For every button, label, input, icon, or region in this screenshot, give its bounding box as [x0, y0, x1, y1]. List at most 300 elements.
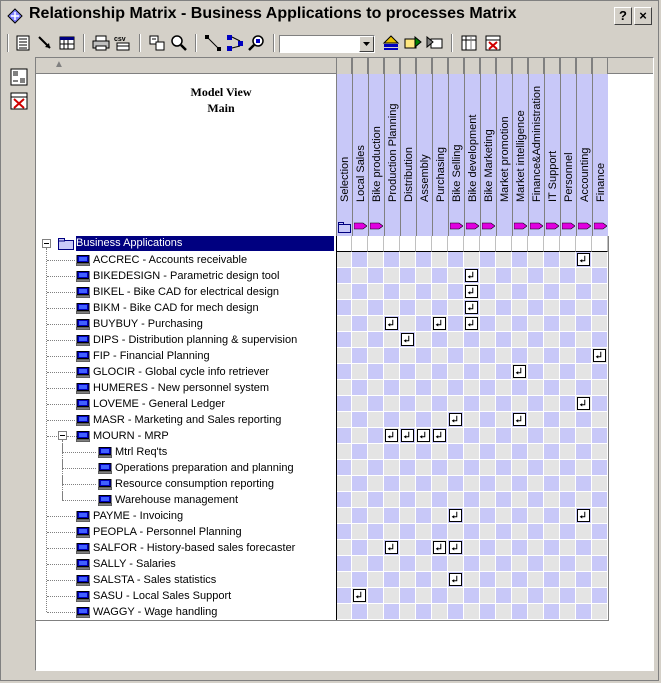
matrix-cell[interactable]	[528, 284, 544, 300]
matrix-cell[interactable]	[496, 572, 512, 588]
matrix-cell[interactable]	[416, 540, 432, 556]
matrix-cell[interactable]	[448, 396, 464, 412]
close-button[interactable]: ×	[634, 7, 652, 25]
matrix-cell[interactable]	[368, 332, 384, 348]
tree-row-label[interactable]: SALFOR - History-based sales forecaster	[93, 542, 296, 554]
matrix-cell[interactable]	[352, 236, 368, 252]
matrix-cell[interactable]	[416, 300, 432, 316]
matrix-cell[interactable]	[384, 412, 400, 428]
matrix-cell[interactable]	[512, 348, 528, 364]
tree-row-label[interactable]: SALLY - Salaries	[93, 558, 176, 570]
column-header[interactable]	[512, 74, 528, 236]
matrix-cell[interactable]	[544, 588, 560, 604]
relationship-check-icon[interactable]	[385, 541, 398, 554]
matrix-cell[interactable]	[480, 492, 496, 508]
import-icon[interactable]	[425, 33, 445, 53]
matrix-cell[interactable]	[464, 412, 480, 428]
matrix-cell[interactable]	[432, 380, 448, 396]
matrix-cell[interactable]	[480, 588, 496, 604]
matrix-cell[interactable]	[336, 364, 352, 380]
matrix-cell[interactable]	[432, 332, 448, 348]
matrix-cell[interactable]	[544, 236, 560, 252]
matrix-cell[interactable]	[576, 556, 592, 572]
matrix-cell[interactable]	[480, 524, 496, 540]
matrix-cell[interactable]	[336, 348, 352, 364]
matrix-cell[interactable]	[384, 396, 400, 412]
tree-row[interactable]	[36, 284, 336, 300]
matrix-cell[interactable]	[400, 460, 416, 476]
matrix-cell[interactable]	[592, 428, 608, 444]
print-icon[interactable]	[91, 33, 111, 53]
matrix-cell[interactable]	[512, 428, 528, 444]
matrix-cell[interactable]	[448, 588, 464, 604]
matrix-cell[interactable]	[368, 316, 384, 332]
matrix-cell[interactable]	[352, 508, 368, 524]
matrix-icon[interactable]	[459, 33, 479, 53]
matrix-cell[interactable]	[336, 268, 352, 284]
matrix-cell[interactable]	[512, 332, 528, 348]
matrix-cell[interactable]	[544, 604, 560, 620]
tree-row-label[interactable]: BIKEL - Bike CAD for electrical design	[93, 286, 280, 298]
matrix-cell[interactable]	[368, 476, 384, 492]
matrix-cell[interactable]	[480, 252, 496, 268]
tree-row[interactable]	[36, 588, 336, 604]
matrix-cell[interactable]	[336, 428, 352, 444]
matrix-cell[interactable]	[432, 476, 448, 492]
tree-row-label[interactable]: LOVEME - General Ledger	[93, 398, 226, 410]
relationship-check-icon[interactable]	[449, 573, 462, 586]
matrix-cell[interactable]	[416, 460, 432, 476]
matrix-cell[interactable]	[464, 524, 480, 540]
matrix-cell[interactable]	[464, 556, 480, 572]
matrix-cell[interactable]	[352, 540, 368, 556]
matrix-cell[interactable]	[400, 284, 416, 300]
matrix-cell[interactable]	[544, 460, 560, 476]
relationship-check-icon[interactable]	[449, 509, 462, 522]
matrix-cell[interactable]	[336, 396, 352, 412]
tree-row[interactable]	[36, 316, 336, 332]
matrix-cell[interactable]	[496, 300, 512, 316]
matrix-cell[interactable]	[416, 556, 432, 572]
level-icon[interactable]	[381, 33, 401, 53]
matrix-cell[interactable]	[560, 412, 576, 428]
column-header[interactable]	[336, 74, 352, 236]
matrix-cell[interactable]	[352, 396, 368, 412]
matrix-cell[interactable]	[400, 508, 416, 524]
matrix-cell[interactable]	[560, 540, 576, 556]
relationship-check-icon[interactable]	[401, 333, 414, 346]
matrix-cell[interactable]	[592, 396, 608, 412]
matrix-cell[interactable]	[496, 492, 512, 508]
matrix-cell[interactable]	[384, 380, 400, 396]
matrix-cell[interactable]	[400, 252, 416, 268]
matrix-cell[interactable]	[528, 428, 544, 444]
matrix-cell[interactable]	[528, 476, 544, 492]
matrix-cell[interactable]	[416, 332, 432, 348]
matrix-cell[interactable]	[496, 252, 512, 268]
matrix-cell[interactable]	[496, 604, 512, 620]
matrix-cell[interactable]	[352, 524, 368, 540]
matrix-cell[interactable]	[384, 364, 400, 380]
matrix-cell[interactable]	[544, 492, 560, 508]
matrix-cell[interactable]	[384, 332, 400, 348]
matrix-cell[interactable]	[560, 332, 576, 348]
tree-row[interactable]	[36, 412, 336, 428]
tree-root-row[interactable]	[36, 236, 336, 252]
matrix-cell[interactable]	[528, 268, 544, 284]
matrix-cell[interactable]	[496, 428, 512, 444]
matrix-cell[interactable]	[544, 380, 560, 396]
matrix-cell[interactable]	[480, 508, 496, 524]
matrix-cell[interactable]	[592, 252, 608, 268]
csv-export-icon[interactable]	[113, 33, 133, 53]
tree-row[interactable]	[36, 476, 336, 492]
matrix-cell[interactable]	[560, 604, 576, 620]
matrix-cell[interactable]	[400, 572, 416, 588]
matrix-cell[interactable]	[432, 524, 448, 540]
matrix-cell[interactable]	[544, 428, 560, 444]
matrix-cell[interactable]	[528, 380, 544, 396]
matrix-cell[interactable]	[448, 444, 464, 460]
matrix-cell[interactable]	[416, 380, 432, 396]
matrix-cell[interactable]	[592, 364, 608, 380]
matrix-cell[interactable]	[352, 492, 368, 508]
column-header[interactable]	[496, 74, 512, 236]
tree-row[interactable]	[36, 572, 336, 588]
matrix-cell[interactable]	[576, 316, 592, 332]
matrix-cell[interactable]	[464, 252, 480, 268]
relationship-check-icon[interactable]	[593, 349, 606, 362]
matrix-cell[interactable]	[432, 252, 448, 268]
relationship-check-icon[interactable]	[465, 301, 478, 314]
matrix-cell[interactable]	[336, 380, 352, 396]
matrix-cell[interactable]	[432, 236, 448, 252]
matrix-cell[interactable]	[384, 348, 400, 364]
tree-row[interactable]	[36, 492, 336, 508]
matrix-cell[interactable]	[336, 572, 352, 588]
matrix-cell[interactable]	[544, 316, 560, 332]
matrix-cell[interactable]	[592, 316, 608, 332]
matrix-cell[interactable]	[592, 604, 608, 620]
matrix-cell[interactable]	[480, 300, 496, 316]
matrix-cell[interactable]	[480, 268, 496, 284]
matrix-cell[interactable]	[336, 524, 352, 540]
tree-row-label[interactable]: BUYBUY - Purchasing	[93, 318, 203, 330]
tree-icon[interactable]	[225, 33, 245, 53]
matrix-cell[interactable]	[352, 348, 368, 364]
view-combo[interactable]	[279, 35, 375, 53]
matrix-cell[interactable]	[512, 508, 528, 524]
matrix-cell[interactable]	[576, 444, 592, 460]
arrow-icon[interactable]	[35, 33, 55, 53]
zoom-icon[interactable]	[169, 33, 189, 53]
matrix-cell[interactable]	[432, 588, 448, 604]
tree-row[interactable]	[36, 460, 336, 476]
tree-row-label[interactable]: BIKM - Bike CAD for mech design	[93, 302, 259, 314]
matrix-cell[interactable]	[544, 508, 560, 524]
matrix-cell[interactable]	[384, 556, 400, 572]
remove-matrix-icon[interactable]	[9, 91, 29, 111]
matrix-cell[interactable]	[512, 380, 528, 396]
matrix-cell[interactable]	[336, 604, 352, 620]
matrix-cell[interactable]	[592, 540, 608, 556]
tree-row-label[interactable]: FIP - Financial Planning	[93, 350, 210, 362]
matrix-cell[interactable]	[384, 492, 400, 508]
matrix-cell[interactable]	[528, 364, 544, 380]
column-header[interactable]	[480, 74, 496, 236]
matrix-cell[interactable]	[416, 268, 432, 284]
matrix-cell[interactable]	[512, 460, 528, 476]
matrix-cell[interactable]	[352, 252, 368, 268]
matrix-cell[interactable]	[528, 300, 544, 316]
matrix-cell[interactable]	[352, 380, 368, 396]
matrix-cell[interactable]	[592, 508, 608, 524]
matrix-cell[interactable]	[416, 604, 432, 620]
matrix-cell[interactable]	[400, 444, 416, 460]
matrix-cell[interactable]	[576, 380, 592, 396]
matrix-cell[interactable]	[400, 396, 416, 412]
matrix-cell[interactable]	[544, 252, 560, 268]
matrix-cell[interactable]	[496, 524, 512, 540]
matrix-cell[interactable]	[544, 444, 560, 460]
matrix-cell[interactable]	[368, 396, 384, 412]
matrix-cell[interactable]	[592, 492, 608, 508]
matrix-cell[interactable]	[384, 300, 400, 316]
matrix-cell[interactable]	[480, 540, 496, 556]
matrix-cell[interactable]	[432, 396, 448, 412]
matrix-cell[interactable]	[496, 332, 512, 348]
matrix-cell[interactable]	[400, 524, 416, 540]
matrix-cell[interactable]	[576, 284, 592, 300]
matrix-cell[interactable]	[592, 476, 608, 492]
matrix-cell[interactable]	[384, 444, 400, 460]
matrix-cell[interactable]	[464, 604, 480, 620]
column-header[interactable]	[352, 74, 368, 236]
matrix-cell[interactable]	[384, 268, 400, 284]
matrix-cell[interactable]	[368, 444, 384, 460]
matrix-cell[interactable]	[512, 252, 528, 268]
matrix-cell[interactable]	[368, 588, 384, 604]
matrix-cell[interactable]	[448, 236, 464, 252]
matrix-cell[interactable]	[384, 588, 400, 604]
column-header[interactable]	[384, 74, 400, 236]
matrix-cell[interactable]	[480, 460, 496, 476]
matrix-cell[interactable]	[368, 364, 384, 380]
matrix-cell[interactable]	[384, 236, 400, 252]
matrix-cell[interactable]	[496, 476, 512, 492]
grid-icon[interactable]	[13, 33, 33, 53]
matrix-cell[interactable]	[544, 364, 560, 380]
relationship-check-icon[interactable]	[577, 253, 590, 266]
matrix-cell[interactable]	[432, 300, 448, 316]
tree-row[interactable]	[36, 444, 336, 460]
matrix-cell[interactable]	[560, 524, 576, 540]
matrix-cell[interactable]	[352, 444, 368, 460]
matrix-cell[interactable]	[368, 252, 384, 268]
matrix-cell[interactable]	[448, 348, 464, 364]
matrix-cell[interactable]	[560, 460, 576, 476]
matrix-cell[interactable]	[544, 556, 560, 572]
matrix-cell[interactable]	[400, 604, 416, 620]
matrix-cell[interactable]	[400, 348, 416, 364]
matrix-cell[interactable]	[336, 460, 352, 476]
matrix-cell[interactable]	[544, 412, 560, 428]
delete-matrix-icon[interactable]	[483, 33, 503, 53]
matrix-cell[interactable]	[464, 332, 480, 348]
matrix-cell[interactable]	[400, 236, 416, 252]
matrix-cell[interactable]	[480, 364, 496, 380]
matrix-cell[interactable]	[384, 508, 400, 524]
matrix-cell[interactable]	[560, 476, 576, 492]
relationship-check-icon[interactable]	[449, 413, 462, 426]
column-header[interactable]	[464, 74, 480, 236]
matrix-cell[interactable]	[400, 300, 416, 316]
column-header[interactable]	[544, 74, 560, 236]
matrix-cell[interactable]	[448, 460, 464, 476]
matrix-cell[interactable]	[560, 380, 576, 396]
matrix-cell[interactable]	[416, 508, 432, 524]
tree-row-label[interactable]: GLOCIR - Global cycle info retriever	[93, 366, 270, 378]
matrix-cell[interactable]	[464, 428, 480, 444]
matrix-cell[interactable]	[496, 412, 512, 428]
select-icon[interactable]	[203, 33, 223, 53]
tree-row-label[interactable]: PEOPLA - Personnel Planning	[93, 526, 242, 538]
matrix-cell[interactable]	[400, 364, 416, 380]
matrix-cell[interactable]	[512, 604, 528, 620]
matrix-cell[interactable]	[560, 284, 576, 300]
matrix-cell[interactable]	[336, 332, 352, 348]
tree-row-label[interactable]: SALSTA - Sales statistics	[93, 574, 217, 586]
matrix-cell[interactable]	[416, 444, 432, 460]
sort-indicator[interactable]: ▲	[54, 59, 64, 70]
matrix-cell[interactable]	[368, 412, 384, 428]
matrix-cell[interactable]	[480, 380, 496, 396]
matrix-cell[interactable]	[592, 524, 608, 540]
matrix-cell[interactable]	[496, 460, 512, 476]
matrix-cell[interactable]	[496, 284, 512, 300]
matrix-cell[interactable]	[560, 556, 576, 572]
matrix-cell[interactable]	[448, 364, 464, 380]
matrix-cell[interactable]	[336, 476, 352, 492]
matrix-cell[interactable]	[576, 300, 592, 316]
matrix-cell[interactable]	[576, 412, 592, 428]
matrix-cell[interactable]	[560, 396, 576, 412]
matrix-cell[interactable]	[368, 236, 384, 252]
matrix-cell[interactable]	[496, 348, 512, 364]
matrix-cell[interactable]	[336, 508, 352, 524]
matrix-cell[interactable]	[416, 524, 432, 540]
relationship-check-icon[interactable]	[385, 429, 398, 442]
matrix-cell[interactable]	[512, 540, 528, 556]
matrix-cell[interactable]	[592, 284, 608, 300]
tree-row-label[interactable]: MOURN - MRP	[93, 430, 169, 442]
matrix-cell[interactable]	[592, 268, 608, 284]
matrix-cell[interactable]	[368, 604, 384, 620]
matrix-cell[interactable]	[368, 380, 384, 396]
matrix-cell[interactable]	[576, 476, 592, 492]
tree-row-label[interactable]: BIKEDESIGN - Parametric design tool	[93, 270, 280, 282]
tree-row[interactable]	[36, 348, 336, 364]
matrix-cell[interactable]	[576, 572, 592, 588]
help-button[interactable]: ?	[614, 7, 632, 25]
matrix-cell[interactable]	[480, 444, 496, 460]
matrix-cell[interactable]	[528, 588, 544, 604]
column-header[interactable]	[432, 74, 448, 236]
matrix-cell[interactable]	[400, 540, 416, 556]
collapse-icon[interactable]	[42, 239, 51, 248]
matrix-cell[interactable]	[496, 444, 512, 460]
tree-row[interactable]	[36, 508, 336, 524]
matrix-cell[interactable]	[352, 316, 368, 332]
matrix-cell[interactable]	[592, 572, 608, 588]
matrix-cell[interactable]	[448, 268, 464, 284]
matrix-cell[interactable]	[416, 316, 432, 332]
column-header[interactable]	[560, 74, 576, 236]
tree-row-label[interactable]: Operations preparation and planning	[115, 462, 294, 474]
matrix-cell[interactable]	[528, 524, 544, 540]
matrix-cell[interactable]	[528, 540, 544, 556]
matrix-cell[interactable]	[448, 332, 464, 348]
matrix-cell[interactable]	[592, 556, 608, 572]
matrix-cell[interactable]	[592, 236, 608, 252]
relationship-check-icon[interactable]	[417, 429, 430, 442]
column-header[interactable]	[592, 74, 608, 236]
matrix-cell[interactable]	[384, 284, 400, 300]
matrix-cell[interactable]	[560, 300, 576, 316]
matrix-cell[interactable]	[528, 252, 544, 268]
tree-row-label[interactable]: HUMERES - New personnel system	[93, 382, 270, 394]
matrix-cell[interactable]	[368, 572, 384, 588]
matrix-cell[interactable]	[416, 252, 432, 268]
matrix-cell[interactable]	[416, 364, 432, 380]
matrix-cell[interactable]	[512, 396, 528, 412]
matrix-cell[interactable]	[496, 508, 512, 524]
matrix-cell[interactable]	[592, 300, 608, 316]
matrix-cell[interactable]	[432, 444, 448, 460]
matrix-cell[interactable]	[384, 476, 400, 492]
matrix-cell[interactable]	[448, 492, 464, 508]
matrix-cell[interactable]	[576, 364, 592, 380]
matrix-cell[interactable]	[336, 540, 352, 556]
matrix-cell[interactable]	[528, 348, 544, 364]
matrix-options-icon[interactable]	[9, 67, 29, 87]
matrix-cell[interactable]	[368, 540, 384, 556]
tree-row-label[interactable]: Resource consumption reporting	[115, 478, 274, 490]
matrix-cell[interactable]	[464, 444, 480, 460]
matrix-cell[interactable]	[400, 412, 416, 428]
matrix-cell[interactable]	[432, 556, 448, 572]
column-header[interactable]	[448, 74, 464, 236]
matrix-cell[interactable]	[352, 412, 368, 428]
matrix-cell[interactable]	[560, 444, 576, 460]
column-header[interactable]	[400, 74, 416, 236]
matrix-cell[interactable]	[560, 364, 576, 380]
matrix-cell[interactable]	[528, 556, 544, 572]
matrix-cell[interactable]	[384, 524, 400, 540]
matrix-cell[interactable]	[480, 556, 496, 572]
matrix-cell[interactable]	[336, 236, 352, 252]
matrix-cell[interactable]	[400, 380, 416, 396]
matrix-cell[interactable]	[592, 460, 608, 476]
matrix-cell[interactable]	[480, 572, 496, 588]
tree-row-label[interactable]: MASR - Marketing and Sales reporting	[93, 414, 282, 426]
matrix-cell[interactable]	[464, 364, 480, 380]
matrix-cell[interactable]	[528, 572, 544, 588]
matrix-cell[interactable]	[528, 460, 544, 476]
matrix-cell[interactable]	[464, 460, 480, 476]
matrix-cell[interactable]	[560, 316, 576, 332]
tree-row[interactable]	[36, 300, 336, 316]
